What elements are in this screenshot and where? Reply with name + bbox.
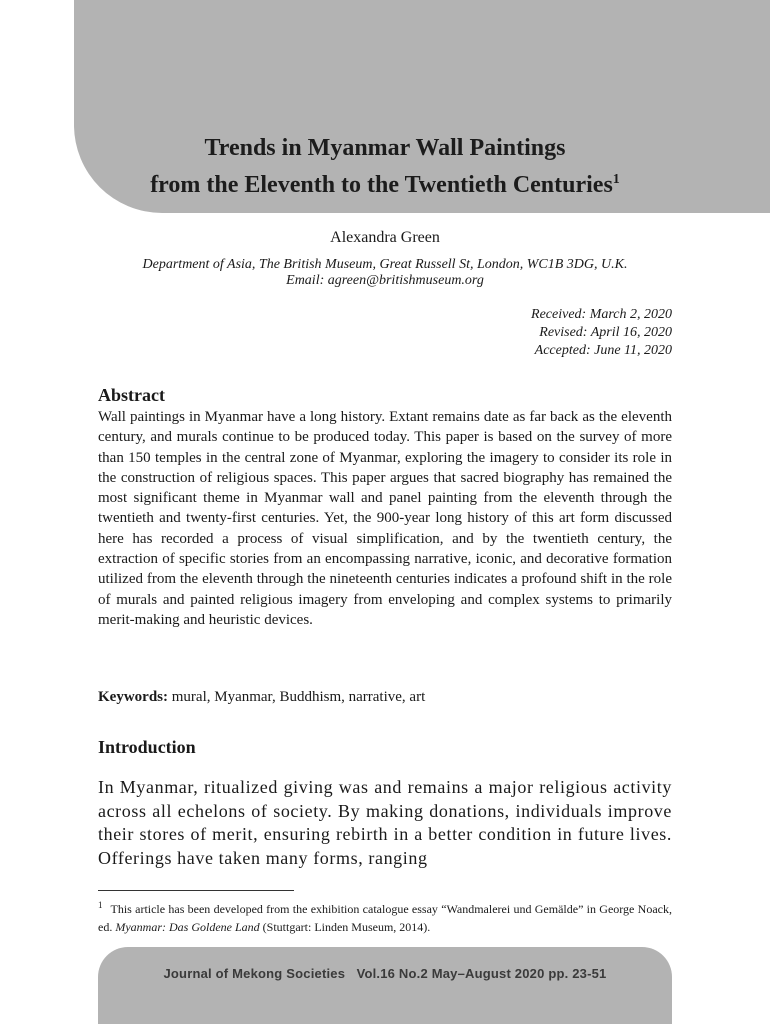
journal-issue: Vol.16 No.2 May–August 2020 pp. 23-51 <box>356 966 607 981</box>
keywords-list: mural, Myanmar, Buddhism, narrative, art <box>168 689 426 705</box>
keywords-label: Keywords: <box>98 689 168 705</box>
abstract-heading: Abstract <box>98 385 165 405</box>
author-affiliation <box>0 257 770 289</box>
title-line-1: Trends in Myanmar Wall Paintings <box>204 135 566 161</box>
affiliation-email: Email: agreen@britishmuseum.org <box>286 273 484 288</box>
submission-dates <box>531 306 672 360</box>
author-name: Alexandra Green <box>330 229 440 246</box>
date-received: Received: March 2, 2020 <box>531 307 672 322</box>
footnote <box>98 896 672 936</box>
footnote-text-after: (Stuttgart: Linden Museum, 2014). <box>259 920 431 934</box>
title-line-2: from the Eleventh to the Twentieth Centuries <box>150 172 613 198</box>
affiliation-department: Department of Asia, The British Museum, Great Russell St, London, WC1B 3DG, U.K. <box>142 257 628 272</box>
journal-footer <box>98 966 672 981</box>
footnote-italic-title: Myanmar: Das Goldene Land <box>115 920 260 934</box>
footnote-mark: 1 <box>98 900 103 910</box>
paper-title <box>74 130 696 204</box>
introduction-heading: Introduction <box>98 737 196 757</box>
title-footnote-mark[interactable]: 1 <box>612 172 620 187</box>
abstract-body: Wall paintings in Myanmar have a long history. Extant remains date as far back as the eleventh century, and murals continue to be produced today. This paper is based on the survey of more than 150 temples in the central zone of Myanmar, exploring the imagery to consider its role in the construction of religious spaces. This paper argues that sacred biography has remained the most significant theme in Myanmar wall and panel painting from the eleventh through the twentieth and twenty-first centuries. Yet, the 900-year long history of this art form discussed here has recorded a process of visual simplification, and by the twentieth century, the extraction of specific stories from an encompassing narrative, iconic, and decorative formation utilized from the eleventh through the nineteenth centuries indicates a profound shift in the role of murals and painted religious imagery from enveloping and complex systems to primarily merit-making and heuristic devices. <box>98 409 672 628</box>
date-accepted: Accepted: June 11, 2020 <box>534 343 672 358</box>
footnote-divider <box>98 890 294 891</box>
introduction-body: In Myanmar, ritualized giving was and remains a major religious activity across all echelons of society. By making donations, individuals improve their stores of merit, ensuring rebirth in a better condition in future lives. Offerings have taken many forms, ranging <box>98 777 672 868</box>
footer-band <box>98 947 672 1024</box>
footnote-text-before: This article has been developed from the exhibition catalogue essay “Wandmalerei und Gemälde” in George Noack, ed. <box>98 902 672 934</box>
keywords <box>98 689 425 706</box>
date-revised: Revised: April 16, 2020 <box>539 325 672 340</box>
journal-name: Journal of Mekong Societies <box>163 966 346 981</box>
